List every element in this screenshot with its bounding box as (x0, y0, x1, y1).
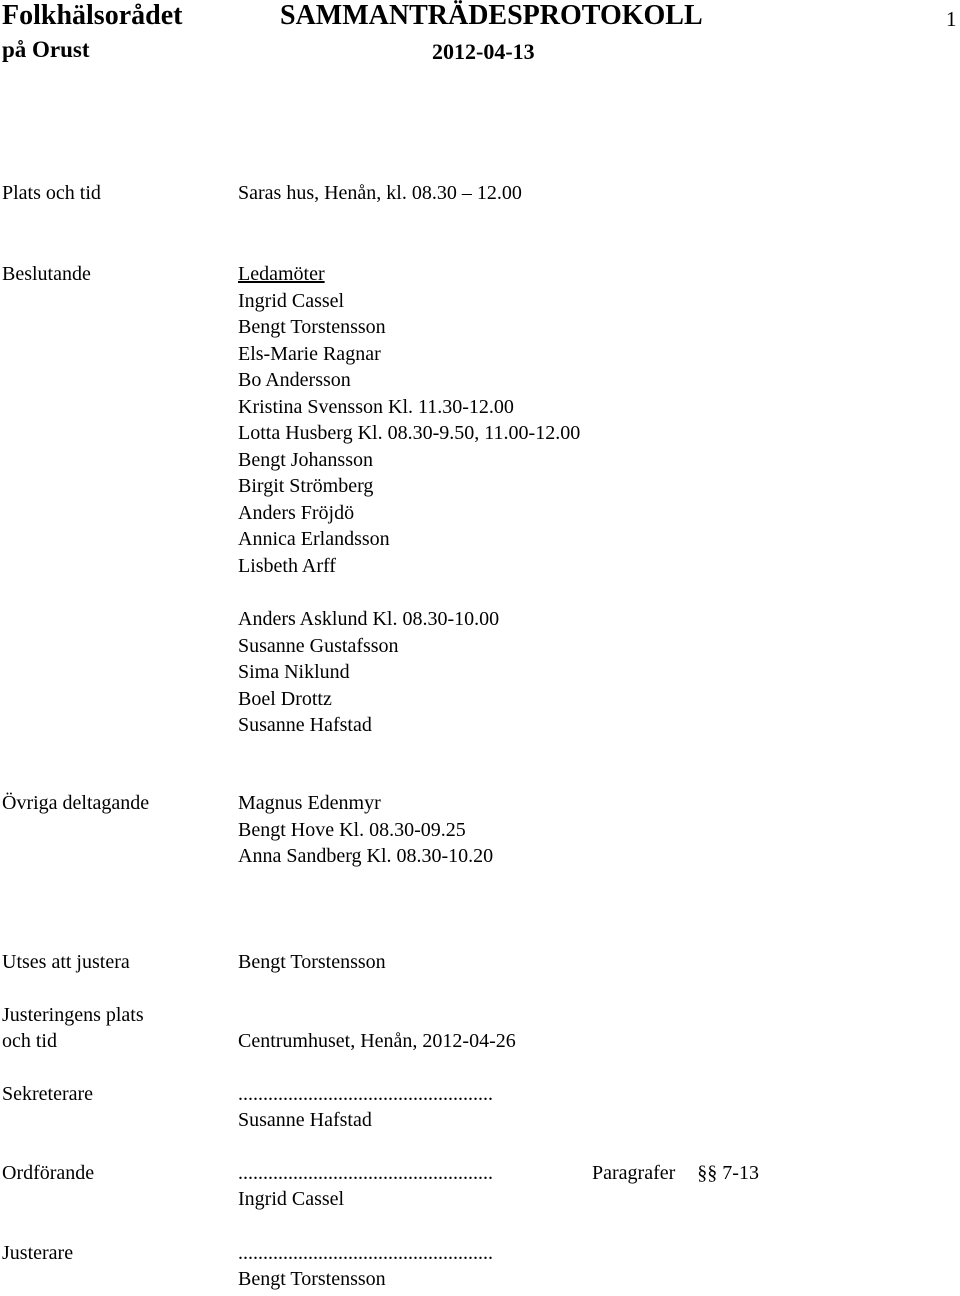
participant: Magnus Edenmyr (238, 792, 381, 814)
page-number: 1 (946, 7, 957, 31)
member: Lotta Husberg Kl. 08.30-9.50, 11.00-12.00 (238, 422, 581, 444)
member: Kristina Svensson Kl. 11.30-12.00 (238, 395, 514, 418)
member: Anders Fröjdö (238, 501, 355, 524)
justera-value: Bengt Torstensson (238, 951, 386, 973)
member: Boel Drottz (238, 687, 332, 710)
justerare-signature-line: ................................................... (238, 1242, 493, 1264)
member: Bo Andersson (238, 369, 351, 391)
paragraph-sign-icon: §§ (697, 1162, 718, 1184)
paragrafer-value: 7-13 (722, 1162, 759, 1184)
member: Susanne Gustafsson (238, 634, 399, 657)
ovriga-list (238, 790, 493, 870)
member: Els-Marie Ragnar (238, 342, 381, 365)
org-name-line2: på Orust (2, 37, 90, 62)
beslutande-label: Beslutande (2, 263, 91, 285)
plats-label: Plats och tid (2, 182, 101, 204)
sekreterare-signature-line: ................................................... (238, 1083, 493, 1105)
paragrafer (592, 1160, 759, 1187)
ordforande-name: Ingrid Cassel (238, 1188, 345, 1210)
ordforande-label: Ordförande (2, 1162, 95, 1184)
member: Annica Erlandsson (238, 528, 390, 550)
beslutande-list (238, 261, 580, 579)
ledamoter-heading: Ledamöter (238, 263, 325, 285)
member: Sima Niklund (238, 661, 350, 683)
document-date: 2012-04-13 (432, 39, 535, 64)
beslutande-list-2 (238, 606, 499, 739)
document-title: SAMMANTRÄDESPROTOKOLL (280, 0, 703, 31)
plats-value: Saras hus, Henån, kl. 08.30 – 12.00 (238, 182, 522, 204)
member: Lisbeth Arff (238, 554, 336, 577)
member: Susanne Hafstad (238, 714, 372, 736)
member: Birgit Strömberg (238, 475, 374, 497)
member: Bengt Torstensson (238, 316, 386, 338)
ordforande-signature-line: ................................................... (238, 1162, 493, 1184)
participant: Anna Sandberg Kl. 08.30-10.20 (238, 845, 494, 867)
paragrafer-label: Paragrafer (592, 1162, 676, 1184)
sekreterare-label: Sekreterare (2, 1083, 94, 1105)
member: Anders Asklund Kl. 08.30-10.00 (238, 608, 500, 630)
member: Ingrid Cassel (238, 289, 345, 312)
sekreterare-name: Susanne Hafstad (238, 1109, 372, 1131)
justeringens-label-line1: Justeringens plats (2, 1004, 144, 1026)
justeringens-label-line2: och tid (2, 1030, 57, 1052)
ovriga-label: Övriga deltagande (2, 792, 150, 814)
justerare-label: Justerare (2, 1242, 74, 1264)
justerare-name: Bengt Torstensson (238, 1268, 386, 1290)
justera-label: Utses att justera (2, 951, 130, 973)
member: Bengt Johansson (238, 448, 373, 471)
justeringens-value: Centrumhuset, Henån, 2012-04-26 (238, 1030, 516, 1052)
participant: Bengt Hove Kl. 08.30-09.25 (238, 818, 466, 841)
org-name-line1: Folkhälsorådet (2, 0, 183, 31)
